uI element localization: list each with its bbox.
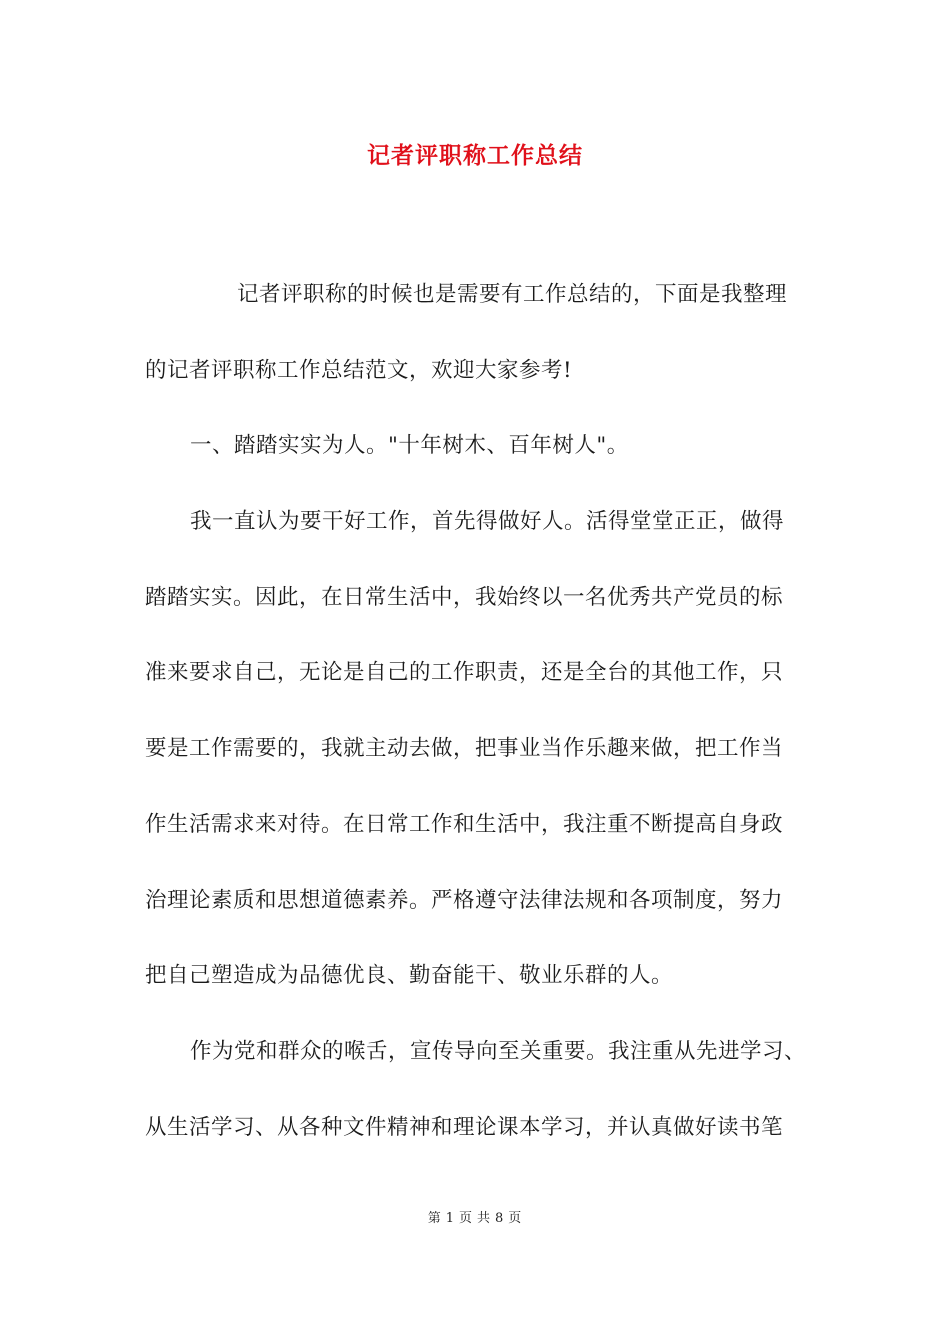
footer-current-page: 1 [445, 1211, 455, 1226]
footer-label-ye-2: 页 [508, 1211, 523, 1226]
footer-label-di: 第 [427, 1211, 442, 1226]
footer-label-gong: 共 [477, 1211, 492, 1226]
document-title: 记者评职称工作总结 [367, 142, 583, 169]
paragraph-line: 踏踏实实。因此，在日常生活中，我始终以一名优秀共产党员的标 [145, 584, 784, 610]
footer-total-pages: 8 [495, 1211, 505, 1226]
paragraph-line: 我一直认为要干好工作，首先得做好人。活得堂堂正正，做得 [190, 509, 785, 535]
paragraph-line: 记者评职称的时候也是需要有工作总结的，下面是我整理 [237, 282, 788, 307]
paragraph-line: 从生活学习、从各种文件精神和理论课本学习，并认真做好读书笔 [145, 1114, 784, 1140]
section-heading: 一、踏踏实实为人。"十年树木、百年树人"。 [190, 433, 629, 459]
paragraph-line: 要是工作需要的，我就主动去做，把事业当作乐趣来做，把工作当 [145, 736, 784, 762]
footer-label-ye: 页 [458, 1211, 473, 1226]
paragraph-line: 把自己塑造成为品德优良、勤奋能干、敬业乐群的人。 [145, 963, 674, 989]
page-footer [0, 1207, 950, 1226]
paragraph-line: 准来要求自己，无论是自己的工作职责，还是全台的其他工作，只 [145, 660, 784, 686]
paragraph-line: 作为党和群众的喉舌，宣传导向至关重要。我注重从先进学习、 [190, 1038, 807, 1064]
paragraph-line: 的记者评职称工作总结范文，欢迎大家参考! [145, 357, 573, 383]
document-body [145, 272, 809, 1180]
paragraph-line: 治理论素质和思想道德素养。严格遵守法律法规和各项制度，努力 [145, 887, 784, 913]
paragraph-line: 作生活需求来对待。在日常工作和生活中，我注重不断提高自身政 [145, 811, 784, 837]
